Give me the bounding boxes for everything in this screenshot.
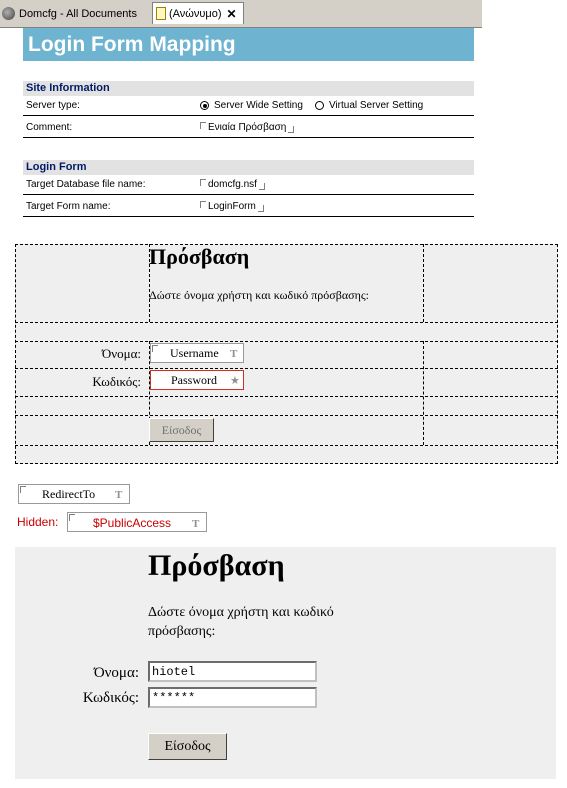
tab-domcfg-all-documents[interactable] xyxy=(2,3,147,24)
design-name-label: Όνομα: xyxy=(101,346,141,361)
text-field-icon: T xyxy=(230,348,238,360)
redirectto-field[interactable] xyxy=(18,484,130,504)
username-field-label: Username xyxy=(170,346,219,360)
radio-server-wide[interactable] xyxy=(200,101,209,110)
tab-label: Domcfg - All Documents xyxy=(19,7,137,20)
field-start-icon xyxy=(200,179,206,186)
site-information-header: Site Information xyxy=(23,81,474,96)
radio-server-wide-label: Server Wide Setting xyxy=(214,100,303,111)
password-field-label: Password xyxy=(171,373,218,387)
password-field-icon: ★ xyxy=(230,375,240,387)
target-form-value: LoginForm xyxy=(208,201,256,212)
preview-username-input[interactable] xyxy=(148,661,317,682)
target-form-label: Target Form name: xyxy=(26,201,111,212)
field-start-icon xyxy=(69,514,75,521)
field-start-icon xyxy=(152,345,158,352)
form-preview xyxy=(15,547,556,779)
field-start-icon xyxy=(200,201,206,208)
field-start-icon xyxy=(200,122,206,129)
publicaccess-field[interactable] xyxy=(67,512,207,532)
text-field-icon: T xyxy=(115,489,123,501)
radio-virtual-server[interactable] xyxy=(315,101,324,110)
field-end-icon xyxy=(259,183,265,190)
close-icon[interactable]: ✕ xyxy=(226,6,237,21)
comment-row xyxy=(23,118,474,138)
username-field[interactable] xyxy=(150,343,244,363)
design-heading: Πρόσβαση xyxy=(149,244,250,269)
preview-submit-button[interactable]: Είσοδος xyxy=(148,733,227,760)
target-database-label: Target Database file name: xyxy=(26,179,146,190)
target-form-row xyxy=(23,197,474,217)
comment-value: Ενιαία Πρόσβαση xyxy=(208,122,287,133)
login-form-header: Login Form xyxy=(23,160,474,175)
comment-field[interactable] xyxy=(200,122,294,133)
page-title: Login Form Mapping xyxy=(23,28,474,61)
document-icon xyxy=(156,7,166,20)
publicaccess-field-label: $PublicAccess xyxy=(93,516,172,530)
preview-name-label: Όνομα: xyxy=(93,665,139,681)
comment-label: Comment: xyxy=(26,122,73,133)
target-database-row xyxy=(23,175,474,195)
target-database-field[interactable] xyxy=(200,179,265,190)
preview-password-label: Κωδικός: xyxy=(82,690,139,706)
field-start-icon xyxy=(20,486,26,493)
design-submit-button[interactable]: Είσοδος xyxy=(149,418,214,442)
globe-icon xyxy=(2,7,15,20)
design-password-label: Κωδικός: xyxy=(92,374,141,389)
form-design-table xyxy=(15,244,558,464)
server-type-options xyxy=(200,100,423,111)
preview-instruction: Δώστε όνομα χρήστη και κωδικό πρόσβασης: xyxy=(148,605,334,639)
radio-virtual-server-label: Virtual Server Setting xyxy=(328,100,424,111)
field-end-icon xyxy=(288,126,294,133)
hidden-label: Hidden: xyxy=(17,515,59,529)
field-end-icon xyxy=(258,205,264,212)
text-field-icon: T xyxy=(192,518,200,530)
target-form-field[interactable] xyxy=(200,201,264,212)
design-instruction: Δώστε όνομα χρήστη και κωδικό πρόσβασης: xyxy=(149,288,369,302)
redirectto-field-label: RedirectTo xyxy=(42,487,96,501)
preview-password-input[interactable] xyxy=(148,687,317,708)
server-type-label: Server type: xyxy=(26,100,80,111)
password-field[interactable] xyxy=(150,370,244,390)
tab-anonymous-form[interactable] xyxy=(152,2,244,24)
preview-heading: Πρόσβαση xyxy=(148,549,285,582)
server-type-row xyxy=(23,96,474,116)
target-database-value: domcfg.nsf xyxy=(208,179,257,190)
tab-label: (Ανώνυμο) xyxy=(169,7,222,20)
